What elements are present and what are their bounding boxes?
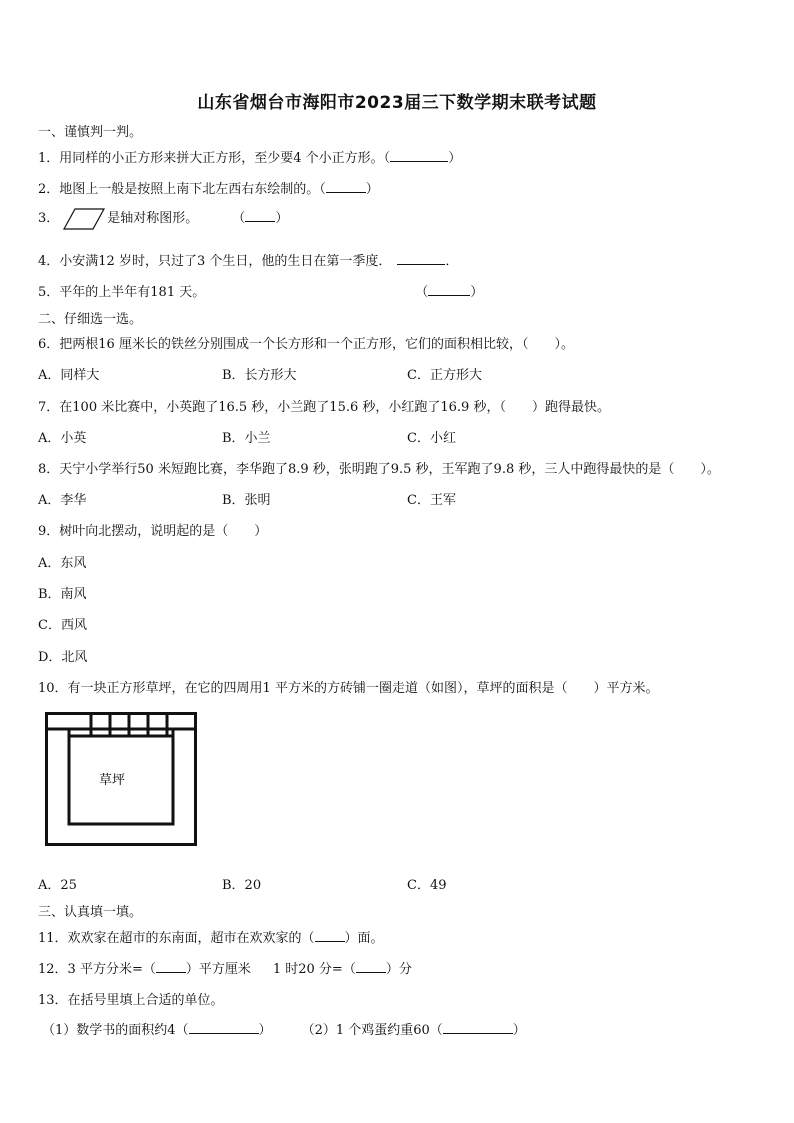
question-1-text: 1．用同样的小正方形来拼大正方形，至少要4 个小正方形。（ [38, 151, 391, 166]
option-a[interactable]: A．小英 [38, 431, 87, 446]
question-4: 4．小安满12 岁时，只过了3 个生日，他的生日在第一季度． ． [38, 254, 459, 269]
question-11-text: 11．欢欢家在超市的东南面，超市在欢欢家的（ [38, 931, 315, 946]
option-c[interactable]: C．王军 [407, 493, 456, 508]
section-heading-3: 三、认真填一填。 [38, 905, 143, 920]
question-6-text: 6．把两根16 厘米长的铁丝分别围成一个长方形和一个正方形，它们的面积相比较，（ ）。 [38, 337, 574, 352]
option-a[interactable]: A．李华 [38, 493, 87, 508]
question-3: 3． 是轴对称图形。 （ ） [38, 207, 288, 230]
option-c[interactable]: C．49 [407, 878, 447, 893]
option-c[interactable]: C．小红 [407, 431, 456, 446]
answer-blank[interactable] [397, 252, 445, 265]
lawn-label: 草坪 [98, 773, 126, 788]
answer-blank[interactable] [428, 283, 470, 296]
question-13-text: 13．在括号里填上合适的单位。 [38, 993, 224, 1008]
option-b[interactable]: B．张明 [222, 493, 271, 508]
section-heading-2: 二、仔细选一选。 [38, 312, 143, 327]
answer-blank[interactable] [390, 149, 448, 162]
answer-blank[interactable] [245, 209, 275, 222]
question-13-sub1: （1）数学书的面积约4（ [42, 1023, 189, 1038]
option-a[interactable]: A．25 [38, 878, 77, 893]
parallelogram-icon [63, 208, 105, 230]
question-2-text: 2．地图上一般是按照上南下北左西右东绘制的。（ [38, 182, 326, 197]
question-11: 11．欢欢家在超市的东南面，超市在欢欢家的（ ）面。 [38, 931, 384, 946]
answer-blank[interactable] [443, 1021, 513, 1034]
option-b[interactable]: B．小兰 [222, 431, 271, 446]
question-9-text: 9．树叶向北摆动，说明起的是（ ） [38, 524, 268, 539]
lawn-figure [45, 712, 199, 848]
option-b[interactable]: B．南风 [38, 587, 87, 602]
answer-blank[interactable] [189, 1021, 259, 1034]
option-b[interactable]: B．长方形大 [222, 368, 297, 383]
question-13-sub2: （2）1 个鸡蛋约重60（ [301, 1023, 443, 1038]
question-8-text: 8．天宁小学举行50 米短跑比赛，李华跑了8.9 秒，张明跑了9.5 秒，王军跑了9.8 秒，三人中跑得最快的是（ ）。 [38, 462, 720, 477]
answer-blank[interactable] [315, 929, 345, 942]
option-c[interactable]: C．西风 [38, 618, 87, 633]
option-a[interactable]: A．同样大 [38, 368, 100, 383]
question-5-text: 5．平年的上半年有181 天。 [38, 285, 206, 300]
question-12-part1: 12．3 平方分米=（ [38, 962, 156, 977]
answer-blank[interactable] [326, 180, 366, 193]
option-b[interactable]: B．20 [222, 878, 262, 893]
answer-blank[interactable] [356, 960, 386, 973]
option-c[interactable]: C．正方形大 [407, 368, 482, 383]
question-4-text: 4．小安满12 岁时，只过了3 个生日，他的生日在第一季度． [38, 254, 392, 269]
question-3-text: 是轴对称图形。 [107, 211, 199, 226]
question-1: 1．用同样的小正方形来拼大正方形，至少要4 个小正方形。（ ） [38, 151, 462, 166]
question-2: 2．地图上一般是按照上南下北左西右东绘制的。（ ） [38, 182, 379, 197]
question-10-text: 10．有一块正方形草坪，在它的四周用1 平方米的方砖铺一圈走道（如图），草坪的面积是（ ）平方米。 [38, 681, 659, 696]
question-13-subparts: （1）数学书的面积约4（ ） （2）1 个鸡蛋约重60（ ） [42, 1023, 526, 1038]
question-12-part2: 1 时20 分=（ [272, 962, 356, 977]
page-title: 山东省烟台市海阳市2023届三下数学期末联考试题 [197, 93, 597, 113]
answer-blank[interactable] [156, 960, 186, 973]
question-5: 5．平年的上半年有181 天。 （ ） [38, 285, 484, 300]
option-a[interactable]: A．东风 [38, 556, 87, 571]
question-12: 12．3 平方分米=（ ）平方厘米 1 时20 分=（ ）分 [38, 962, 412, 977]
question-7-text: 7．在100 米比赛中，小英跑了16.5 秒，小兰跑了15.6 秒，小红跑了16.9 秒，（ ）跑得最快。 [38, 400, 610, 415]
option-d[interactable]: D．北风 [38, 650, 88, 665]
section-heading-1: 一、谨慎判一判。 [38, 125, 143, 140]
